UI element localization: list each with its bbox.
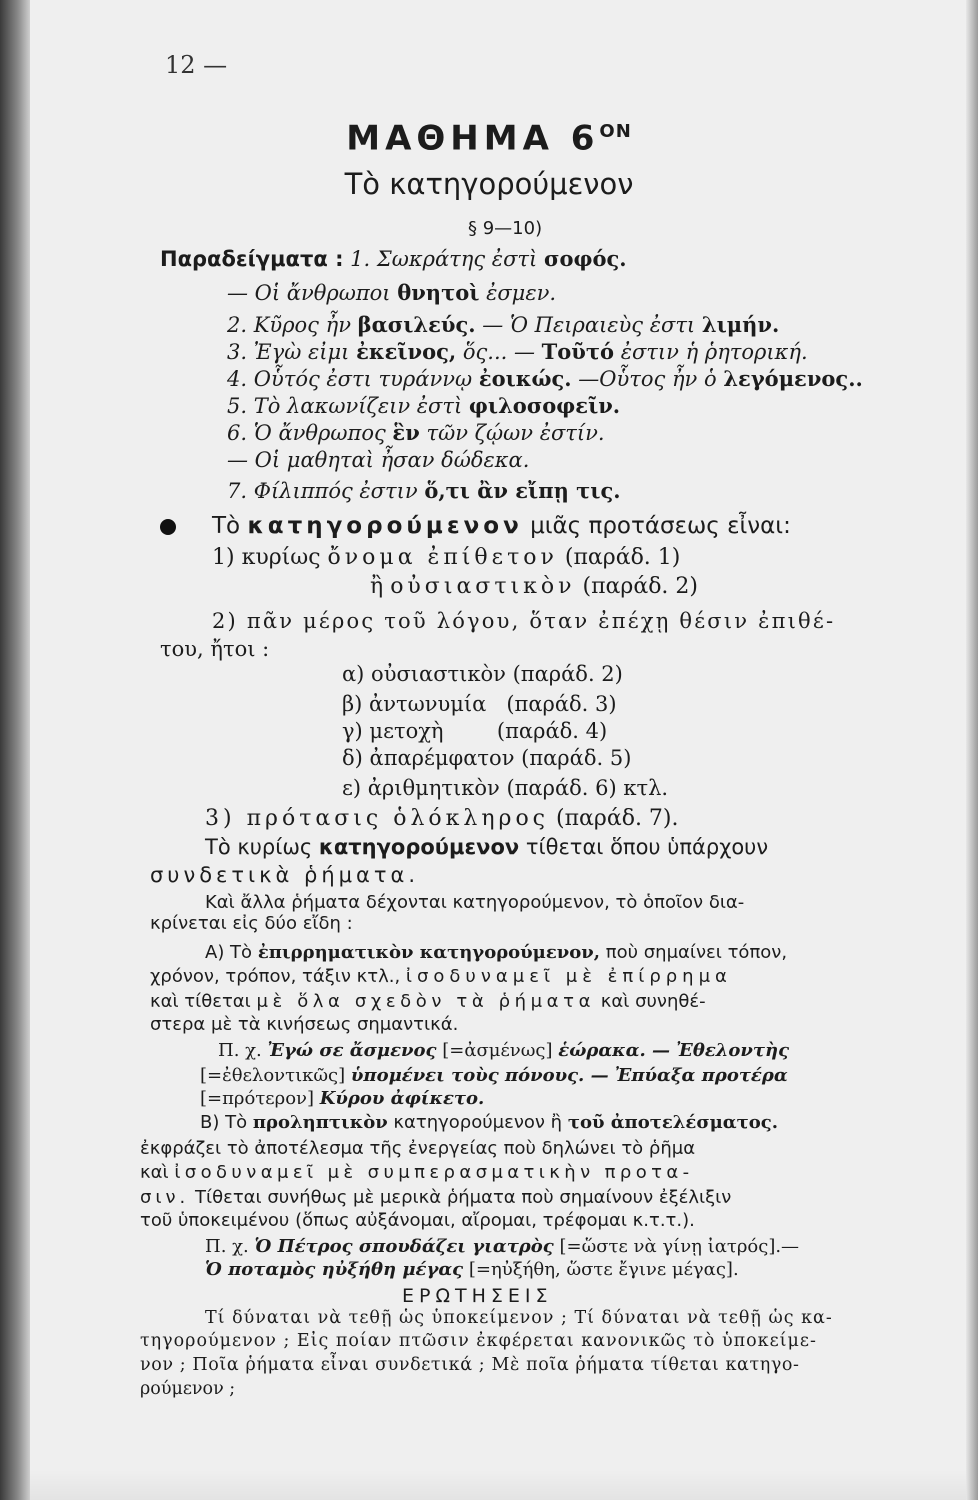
- rule-text: (παράδ. 1): [564, 545, 681, 570]
- section-ref: § 9—10): [468, 218, 543, 239]
- example-line-6b: [227, 447, 529, 473]
- para-spaced: μὲ ὅλα σχεδὸν τὰ ῥήματα: [256, 991, 596, 1012]
- example-text: Κύρου ἀφίκετο.: [319, 1088, 485, 1109]
- lesson-title-sup: ΟΝ: [599, 121, 632, 142]
- example-number: 5.: [227, 394, 248, 418]
- example-text: Ὁ Πέτρος σπουδάζει γιατρὸς: [254, 1236, 554, 1257]
- example-text: ὑπομένει τοὺς πόνους. — Ἐπύαξα προτέρα: [350, 1065, 788, 1086]
- rule-item-2b: του, ἤτοι :: [160, 637, 270, 661]
- example-line-1: [160, 246, 627, 272]
- rule-text: ἢ: [370, 574, 384, 599]
- example-text: — Οἱ μαθηταὶ ἦσαν δώδεκα.: [227, 448, 530, 472]
- para-text: καὶ: [140, 1162, 169, 1183]
- example-line-1b: [227, 280, 556, 306]
- para-text: Τὸ κυρίως: [205, 835, 313, 859]
- para-spaced: σιν.: [140, 1187, 190, 1208]
- example-A1: [218, 1038, 789, 1064]
- example-text: Ἐγὼ εἰμι: [253, 340, 350, 364]
- example-text: — Ὁ Πειραιεὺς ἐστι: [482, 313, 696, 337]
- example-bold: ἐοικώς.: [478, 366, 572, 391]
- example-text: Ἐγώ σε ἄσμενος: [267, 1040, 437, 1061]
- example-text: Φίλιππός ἐστιν: [253, 479, 418, 503]
- questions-heading: ΕΡΩΤΗΣΕΙΣ: [402, 1285, 553, 1307]
- example-text: —Οὗτος ἦν ὁ: [578, 367, 717, 391]
- example-A3: [200, 1086, 484, 1112]
- rule-sub-b: β) ἀντωνυμία (παράδ. 3): [342, 692, 617, 716]
- rule-item-1-alt: [370, 574, 698, 600]
- example-text: ἐσμεν.: [486, 281, 557, 305]
- lesson-subtitle: Τὸ κατηγορούμενον: [344, 167, 634, 201]
- para-text: Α) Τὸ: [205, 942, 253, 963]
- para-text: τίθεται ὅπου ὑπάρχουν: [525, 835, 769, 859]
- page-edge: [966, 0, 978, 1500]
- example-text: ἑώρακα. — Ἐθελοντὴς: [558, 1040, 790, 1061]
- para-A2: [150, 964, 732, 990]
- example-bold: φιλοσοφεῖν.: [468, 393, 621, 418]
- para-A1: [205, 940, 787, 966]
- example-text: Ὁ ποταμὸς ηὐξήθη μέγας: [205, 1259, 464, 1280]
- question-line-1: Τί δύναται νὰ τεθῇ ὡς ὑποκείμενον ; Τί δύναται νὰ τεθῇ ὡς κα-: [205, 1308, 833, 1328]
- page-number: 12 —: [165, 51, 228, 79]
- rule-spaced: 3) πρότασις ὁλόκληρος: [205, 806, 550, 831]
- example-number: 6.: [227, 421, 248, 445]
- para-bold: κατηγορούμενον: [318, 835, 520, 859]
- example-number: 3.: [227, 340, 248, 364]
- rule-sub-e: ε) ἀριθμητικὸν (παράδ. 6) κτλ.: [342, 776, 669, 800]
- rule-text: μιᾶς προτάσεως εἶναι:: [530, 513, 791, 539]
- rule-text: (παράδ. 7).: [556, 806, 679, 831]
- example-text: Οὗτός ἐστι τυράννῳ: [253, 367, 473, 391]
- example-gloss: [=ἀσμένως]: [442, 1040, 553, 1061]
- example-number: 2.: [227, 313, 248, 337]
- rule-text: 1) κυρίως: [212, 545, 321, 570]
- example-label: Π. χ.: [218, 1040, 262, 1061]
- example-line-4: [227, 366, 863, 392]
- lesson-title-text: ΜΑΘΗΜΑ 6: [346, 118, 600, 159]
- para-spaced: ἰσοδυναμεῖ μὲ συμπερασματικὴν προτα-: [174, 1162, 694, 1183]
- book-spine: [0, 0, 30, 1500]
- example-number: 7.: [227, 479, 248, 503]
- example-text: — Οἱ ἄνθρωποι: [227, 281, 391, 305]
- lesson-title: [0, 112, 978, 158]
- example-bold: Τοῦτό: [541, 339, 615, 364]
- question-line-2: τηγορούμενον ; Εἰς ποίαν πτῶσιν ἐκφέρεται κανονικῶς τὸ ὑποκείμε-: [140, 1331, 817, 1351]
- para-bold: ἐπιρρηματικὸν κατηγορούμενον,: [257, 942, 601, 963]
- question-line-4: ρούμενον ;: [140, 1379, 236, 1399]
- example-bold: ἐκεῖνος,: [356, 339, 457, 364]
- examples-label: Παραδείγματα :: [160, 247, 344, 271]
- para-B5: τοῦ ὑποκειμένου (ὅπως αὐξάνομαι, αἴρομαι, τρέφομαι κ.τ.τ.).: [140, 1210, 695, 1231]
- para-B1: [200, 1110, 778, 1136]
- example-text: ὅς... —: [462, 340, 535, 364]
- example-bold: λεγόμενος..: [723, 366, 863, 391]
- question-line-3: νον ; Ποῖα ῥήματα εἶναι συνδετικά ; Μὲ ποῖα ῥήματα τίθεται κατηγο-: [140, 1355, 800, 1375]
- para-2: Καὶ ἄλλα ῥήματα δέχονται κατηγορούμενον, τὸ ὁποῖον δια-: [205, 892, 745, 913]
- example-line-6: [227, 420, 605, 446]
- example-line-3: [227, 339, 808, 365]
- example-line-2: [227, 312, 779, 338]
- para-text: Β) Τὸ: [200, 1112, 248, 1133]
- example-bold: λιμήν.: [701, 312, 780, 337]
- example-number: 1.: [350, 247, 371, 271]
- para-bold: τοῦ ἀποτελέσματος.: [567, 1112, 778, 1133]
- example-gloss: [=ἐθελοντικῶς]: [200, 1065, 346, 1086]
- page-shadow: [30, 1470, 966, 1500]
- example-gloss: [=ὥστε νὰ γίνῃ ἰατρός].—: [559, 1236, 800, 1257]
- rule-item-1: [212, 545, 680, 571]
- example-text: Τὸ λακωνίζειν ἐστὶ: [253, 394, 463, 418]
- para-spaced: ἰσοδυναμεῖ μὲ ἐπίρρημα: [405, 966, 732, 987]
- para-text: καὶ συνηθέ-: [600, 991, 706, 1012]
- example-label: Π. χ.: [205, 1236, 249, 1257]
- para-text: χρόνον, τρόπον, τάξιν κτλ.,: [150, 966, 401, 987]
- para-text: καὶ τίθεται: [150, 991, 251, 1012]
- example-gloss: [=ηὐξήθη, ὥστε ἔγινε μέγας].: [468, 1259, 739, 1280]
- example-gloss: [=πρότερον]: [200, 1088, 315, 1109]
- rule-item-2: 2) πᾶν μέρος τοῦ λόγου, ὅταν ἐπέχῃ θέσιν ἐπιθέ-: [212, 609, 836, 633]
- example-bold: βασιλεύς.: [357, 312, 476, 337]
- rule-intro: [212, 513, 791, 539]
- example-line-5: [227, 393, 620, 419]
- para-1: [205, 834, 768, 860]
- rule-sub-c: γ) μετοχὴ (παράδ. 4): [342, 719, 608, 743]
- rule-spaced: οὐσιαστικὸν: [390, 574, 576, 599]
- rule-item-3: [205, 806, 679, 832]
- para-text: κατηγορούμενον ἢ: [393, 1112, 563, 1133]
- example-text: Κῦρος ἦν: [253, 313, 351, 337]
- para-A4: στερα μὲ τὰ κινήσεως σημαντικά.: [150, 1014, 459, 1035]
- para-1b: συνδετικὰ ῥήματα.: [150, 863, 420, 887]
- para-2b: κρίνεται εἰς δύο εἴδη :: [150, 913, 353, 934]
- example-text: τῶν ζῴων ἐστίν.: [426, 421, 605, 445]
- para-B3: [140, 1160, 694, 1186]
- para-text: Τίθεται συνήθως μὲ μερικὰ ῥήματα ποὺ σημαίνουν ἐξέλιξιν: [195, 1187, 732, 1208]
- example-number: 4.: [227, 367, 248, 391]
- rule-sub-d: δ) ἀπαρέμφατον (παράδ. 5): [342, 746, 632, 770]
- example-text: ἐστιν ἡ ῥητορική.: [620, 340, 808, 364]
- bullet-icon: [160, 519, 176, 535]
- para-text: ποὺ σημαίνει τόπον,: [605, 942, 788, 963]
- example-line-7: [227, 478, 621, 504]
- example-bold: σοφός.: [543, 246, 627, 271]
- rule-text: (παράδ. 2): [582, 574, 698, 599]
- para-B2: ἐκφράζει τὸ ἀποτέλεσμα τῆς ἐνεργείας ποὺ δηλώνει τὸ ῥῆμα: [140, 1138, 696, 1159]
- example-text: Σωκράτης ἐστὶ: [376, 247, 538, 271]
- example-text: Ὁ ἄνθρωπος: [253, 421, 386, 445]
- para-bold: προληπτικὸν: [252, 1112, 388, 1133]
- rule-bold: κατηγορούμενον: [247, 513, 523, 539]
- example-bold: θνητοὶ: [397, 280, 480, 305]
- example-B2: [205, 1257, 739, 1283]
- rule-text: Τὸ: [212, 513, 241, 539]
- example-bold: ἓν: [392, 420, 420, 445]
- example-bold: ὅ,τι ἂν εἴπῃ τις.: [424, 478, 621, 503]
- rule-spaced: ὄνομα ἐπίθετον: [327, 545, 558, 570]
- rule-sub-a: α) οὐσιαστικὸν (παράδ. 2): [342, 662, 623, 686]
